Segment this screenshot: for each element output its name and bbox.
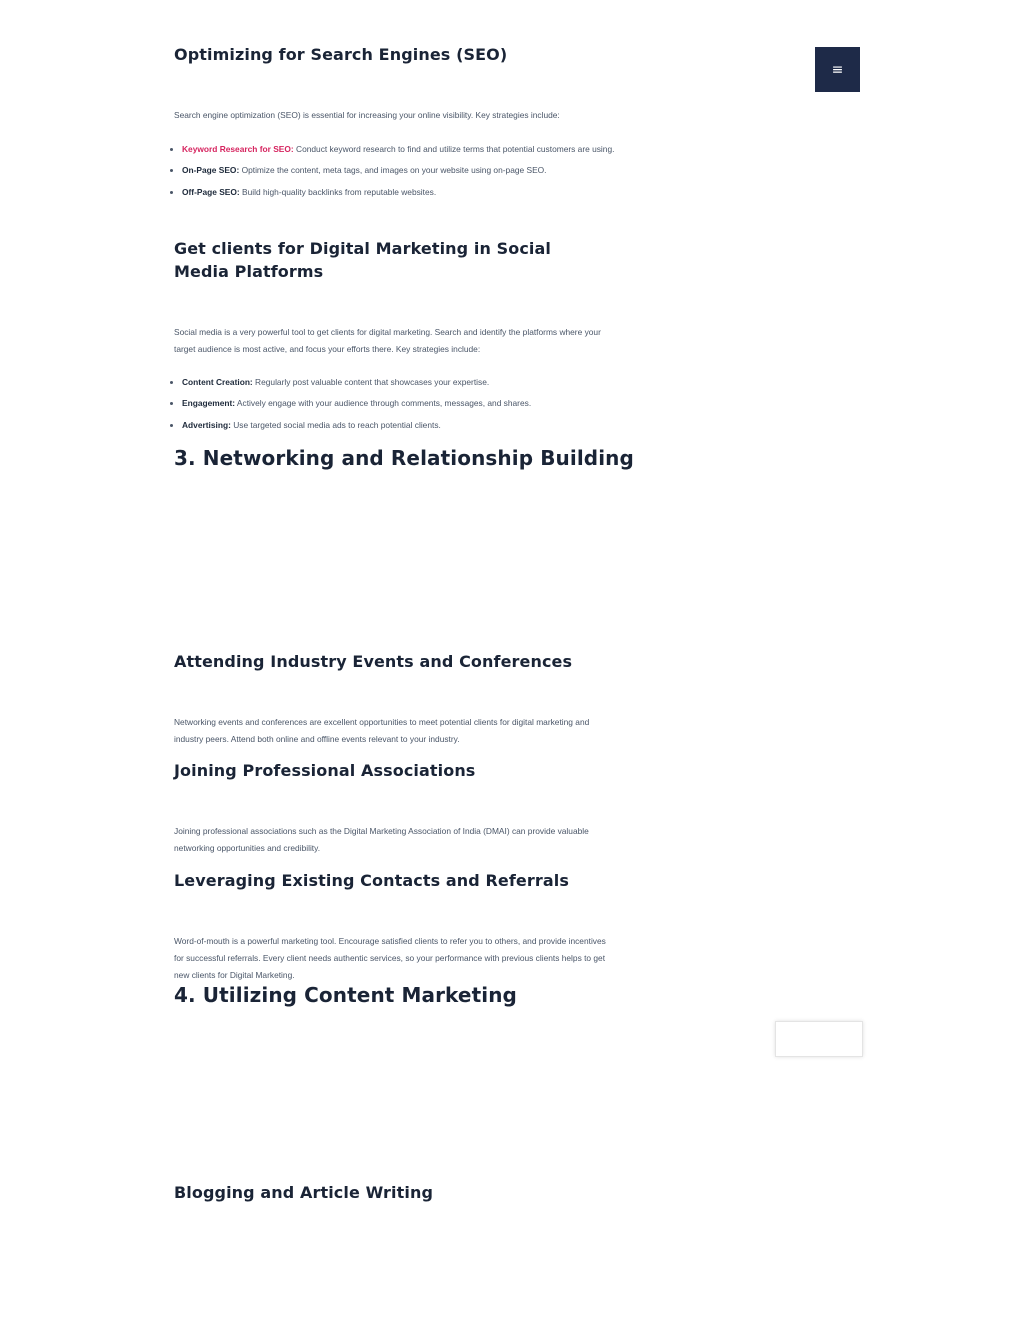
list-item [182,372,622,393]
list-item-text: Actively engage with your audience through comments, messages, and shares. [235,398,532,409]
networking-heading: 3. Networking and Relationship Building [174,446,634,470]
social-heading: Get clients for Digital Marketing in Social Media Platforms [174,239,551,281]
list-item [182,182,622,203]
events-body: Networking events and conferences are excellent opportunities to meet potential clients for digital marketing and industry peers. Attend both online and offline events relevant to your industry. [174,717,590,744]
social-intro: Social media is a very powerful tool to get clients for digital marketing. Search and identify the platforms where your target audience is most active, and focus your efforts there. Key strategies include: [174,327,601,354]
referrals-heading: Leveraging Existing Contacts and Referrals [174,871,569,890]
blogging-heading: Blogging and Article Writing [174,1183,434,1202]
list-item-label: Off-Page SEO: [182,186,240,197]
list-item-label: Engagement: [182,398,236,409]
list-item-text: Use targeted social media ads to reach potential clients. [230,419,441,430]
list-item-text: Build high-quality backlinks from reputable websites. [239,186,437,197]
list-item-label[interactable]: Keyword Research for SEO: [182,144,294,154]
list-item-text: Regularly post valuable content that showcases your expertise. [252,377,490,387]
seo-intro: Search engine optimization (SEO) is essential for increasing your online visibility. Key strategies include: [174,110,560,120]
list-item [182,139,622,160]
associations-heading: Joining Professional Associations [174,761,476,780]
associations-body: Joining professional associations such as the Digital Marketing Association of India (DMAI) can provide valuable networking opportunities and credibility. [174,826,589,853]
recaptcha-badge[interactable] [775,1021,863,1057]
menu-button[interactable] [815,47,860,92]
list-item-text: Optimize the content, meta tags, and images on your website using on-page SEO. [239,165,547,176]
events-heading: Attending Industry Events and Conferences [174,652,573,671]
social-list [174,372,622,436]
list-item [182,415,622,436]
list-item-label: Content Creation: [182,377,253,387]
seo-heading: Optimizing for Search Engines (SEO) [174,45,508,64]
list-item-label: Advertising: [182,419,231,430]
list-item-text: Conduct keyword research to find and utilize terms that potential customers are using. [293,144,615,154]
content-marketing-heading: 4. Utilizing Content Marketing [174,983,517,1007]
list-item [182,393,622,414]
list-item-label: On-Page SEO: [182,165,240,176]
hamburger-icon: ≡ [831,61,844,78]
referrals-body: Word-of-mouth is a powerful marketing tool. Encourage satisfied clients to refer you to others, and provide incentives for successful referrals. Every client needs authentic services, so your performance with previous clients helps to get new clients for Digital Marketing. [174,936,606,980]
list-item [182,160,622,181]
seo-list [174,139,622,203]
